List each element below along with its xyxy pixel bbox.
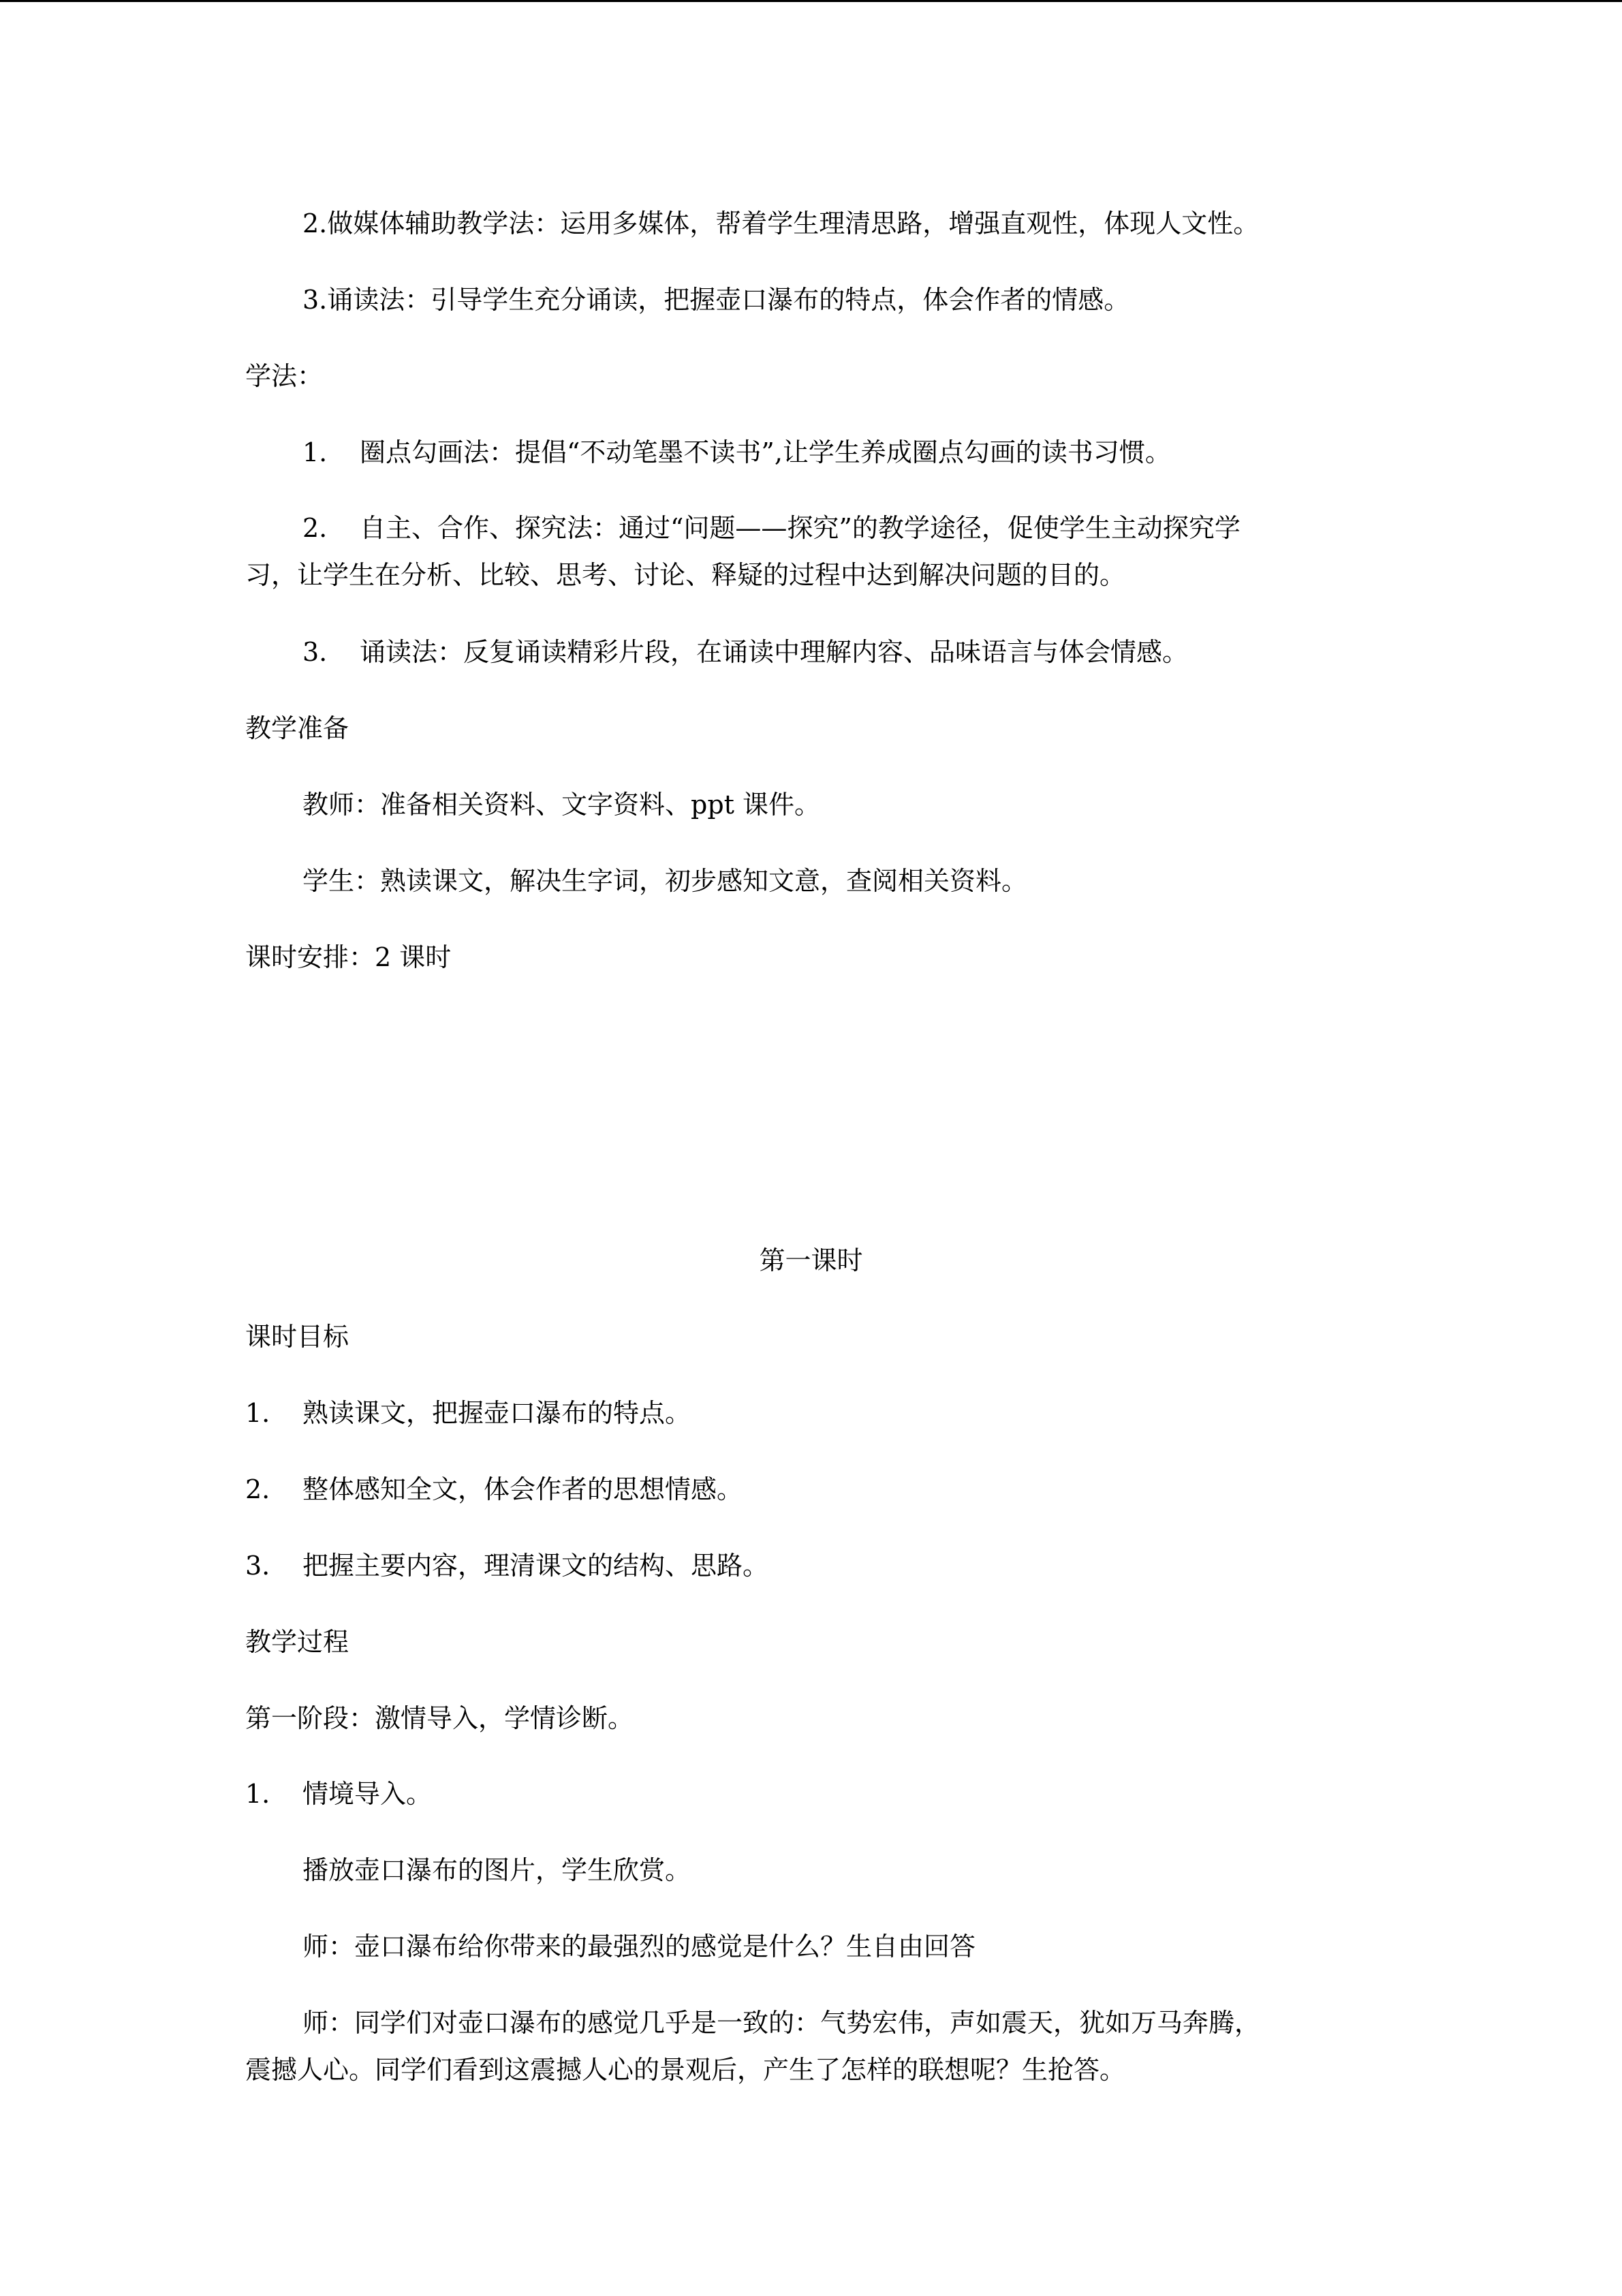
study-item-2-continuation: 习，让学生在分析、比较、思考、讨论、释疑的过程中达到解决问题的目的。 — [245, 560, 1126, 590]
study-item-1-text: 圈点勾画法：提倡“不动笔墨不读书”,让学生养成圈点勾画的读书习惯。 — [360, 437, 1171, 467]
study-item-1-number: 1. — [302, 437, 328, 467]
study-item-2-text-line1: 自主、合作、探究法：通过“问题——探究”的教学途径，促使学生主动探究学 — [360, 513, 1241, 543]
goal-item-1-number: 1. — [245, 1398, 270, 1428]
lesson-title: 第一课时 — [759, 1245, 863, 1275]
study-item-3-number: 3. — [302, 637, 328, 667]
teacher-question-2-line2: 震撼人心。同学们看到这震撼人心的景观后，产生了怎样的联想呢？生抢答。 — [245, 2055, 1126, 2085]
goals-heading: 课时目标 — [245, 1322, 349, 1352]
teacher-question-1: 师：壶口瀑布给你带来的最强烈的感觉是什么？生自由回答 — [302, 1932, 976, 1961]
method-item-3: 3.诵读法：引导学生充分诵读，把握壶口瀑布的特点，体会作者的情感。 — [302, 285, 1130, 315]
study-method-heading: 学法： — [245, 361, 324, 391]
step-item-1-text: 情境导入。 — [302, 1779, 433, 1809]
goal-item-1-text: 熟读课文，把握壶口瀑布的特点。 — [302, 1398, 691, 1428]
schedule-line: 课时安排：2 课时 — [245, 942, 452, 972]
goal-item-3-text: 把握主要内容，理清课文的结构、思路。 — [302, 1551, 769, 1581]
step-item-1-number: 1. — [245, 1779, 270, 1809]
study-item-3-text: 诵读法：反复诵读精彩片段，在诵读中理解内容、品味语言与体会情感。 — [360, 637, 1189, 667]
teacher-question-2-line1: 师：同学们对壶口瀑布的感觉几乎是一致的：气势宏伟，声如震天，犹如万马奔腾， — [302, 2008, 1261, 2038]
preparation-heading: 教学准备 — [245, 713, 349, 743]
goal-item-3-number: 3. — [245, 1551, 270, 1581]
method-item-2: 2.做媒体辅助教学法：运用多媒体，帮着学生理清思路，增强直观性，体现人文性。 — [302, 208, 1260, 238]
preparation-teacher: 教师：准备相关资料、文字资料、ppt 课件。 — [302, 790, 821, 820]
preparation-student: 学生：熟读课文，解决生字词，初步感知文意，查阅相关资料。 — [302, 866, 1028, 896]
play-pictures-line: 播放壶口瀑布的图片，学生欣赏。 — [302, 1855, 691, 1885]
goal-item-2-number: 2. — [245, 1474, 270, 1504]
stage-1-heading: 第一阶段：激情导入，学情诊断。 — [245, 1703, 634, 1733]
goal-item-2-text: 整体感知全文，体会作者的思想情感。 — [302, 1474, 743, 1504]
document-page — [0, 2, 1622, 2296]
process-heading: 教学过程 — [245, 1627, 349, 1657]
study-item-2-number: 2. — [302, 513, 328, 543]
